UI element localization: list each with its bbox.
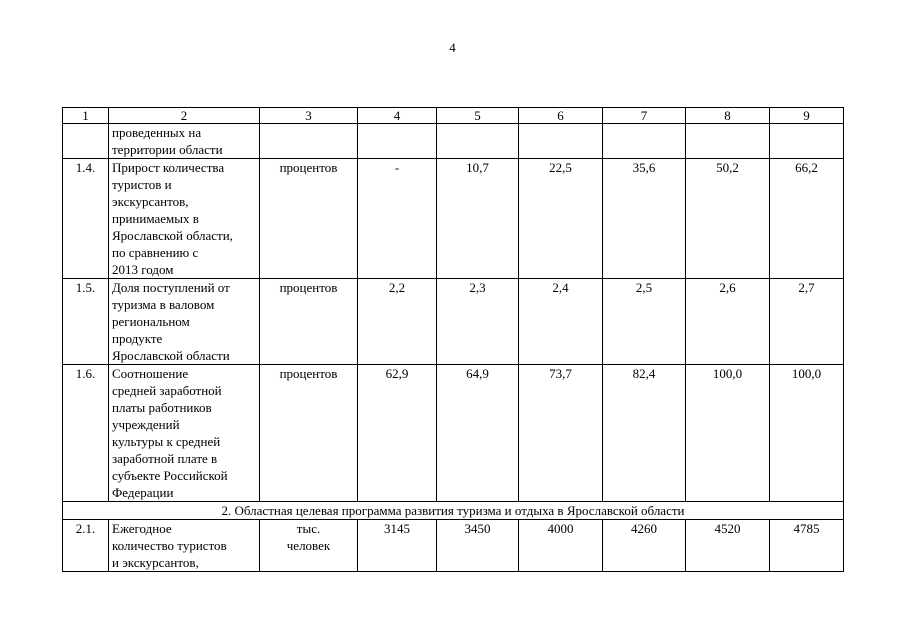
indicator-name-line: продукте bbox=[112, 331, 163, 346]
row-number: 1.6. bbox=[63, 365, 109, 502]
unit-cell: процентов bbox=[260, 159, 358, 279]
header-cell: 8 bbox=[686, 108, 770, 124]
indicator-name-line: туристов и bbox=[112, 177, 172, 192]
indicator-name-line: Ежегодное bbox=[112, 521, 172, 536]
page-number: 4 bbox=[449, 40, 456, 55]
indicator-name-line: региональном bbox=[112, 314, 190, 329]
section-row bbox=[63, 502, 844, 520]
value-cell bbox=[358, 124, 437, 159]
unit-cell: процентов bbox=[260, 365, 358, 502]
value-cell bbox=[770, 124, 844, 159]
value-cell: 35,6 bbox=[603, 159, 686, 279]
indicator-name-line: и экскурсантов, bbox=[112, 555, 199, 570]
indicator-name-line: заработной плате в bbox=[112, 451, 218, 466]
value-cell: 50,2 bbox=[686, 159, 770, 279]
indicator-name bbox=[109, 520, 260, 572]
value-cell: 22,5 bbox=[519, 159, 603, 279]
value-cell: 2,4 bbox=[519, 279, 603, 365]
value-cell bbox=[603, 124, 686, 159]
indicator-name bbox=[109, 124, 260, 159]
value-cell: 3450 bbox=[437, 520, 519, 572]
header-cell: 7 bbox=[603, 108, 686, 124]
indicator-name-line: Соотношение bbox=[112, 366, 189, 381]
value-cell: 2,3 bbox=[437, 279, 519, 365]
row-number: 2.1. bbox=[63, 520, 109, 572]
indicators-table bbox=[62, 107, 844, 572]
header-cell: 6 bbox=[519, 108, 603, 124]
indicator-name-line: территории области bbox=[112, 142, 223, 157]
indicator-name-line: количество туристов bbox=[112, 538, 227, 553]
value-cell: 73,7 bbox=[519, 365, 603, 502]
indicator-name-line: Федерации bbox=[112, 485, 174, 500]
indicator-name-line: учреждений bbox=[112, 417, 180, 432]
indicator-name bbox=[109, 279, 260, 365]
header-cell: 1 bbox=[63, 108, 109, 124]
value-cell: 4000 bbox=[519, 520, 603, 572]
value-cell: 64,9 bbox=[437, 365, 519, 502]
indicator-name-line: субъекте Российской bbox=[112, 468, 228, 483]
header-cell: 2 bbox=[109, 108, 260, 124]
value-cell: 100,0 bbox=[686, 365, 770, 502]
header-cell: 3 bbox=[260, 108, 358, 124]
value-cell bbox=[686, 124, 770, 159]
value-cell: 62,9 bbox=[358, 365, 437, 502]
value-cell: 66,2 bbox=[770, 159, 844, 279]
unit-cell bbox=[260, 124, 358, 159]
indicator-name-line: Доля поступлений от bbox=[112, 280, 230, 295]
indicator-name-line: 2013 годом bbox=[112, 262, 174, 277]
value-cell: 2,6 bbox=[686, 279, 770, 365]
indicator-name bbox=[109, 159, 260, 279]
value-cell: 100,0 bbox=[770, 365, 844, 502]
row-number: 1.4. bbox=[63, 159, 109, 279]
row-number bbox=[63, 124, 109, 159]
table-row bbox=[63, 124, 844, 159]
indicator-name-line: Ярославской области, bbox=[112, 228, 233, 243]
indicator-name-line: по сравнению с bbox=[112, 245, 199, 260]
indicator-name bbox=[109, 365, 260, 502]
section-title: 2. Областная целевая программа развития туризма и отдыха в Ярославской области bbox=[63, 502, 844, 520]
indicator-name-line: экскурсантов, bbox=[112, 194, 189, 209]
indicator-name-line: туризма в валовом bbox=[112, 297, 215, 312]
header-cell: 5 bbox=[437, 108, 519, 124]
value-cell bbox=[437, 124, 519, 159]
row-number: 1.5. bbox=[63, 279, 109, 365]
value-cell: - bbox=[358, 159, 437, 279]
header-cell: 9 bbox=[770, 108, 844, 124]
value-cell: 4785 bbox=[770, 520, 844, 572]
unit-line: тыс. bbox=[296, 521, 321, 536]
unit-cell bbox=[260, 520, 358, 572]
value-cell: 2,5 bbox=[603, 279, 686, 365]
unit-cell: процентов bbox=[260, 279, 358, 365]
table-row bbox=[63, 520, 844, 572]
indicator-name-line: проведенных на bbox=[112, 125, 202, 140]
indicator-name-line: средней заработной bbox=[112, 383, 222, 398]
indicator-name-line: Прирост количества bbox=[112, 160, 225, 175]
indicator-name-line: Ярославской области bbox=[112, 348, 230, 363]
value-cell: 82,4 bbox=[603, 365, 686, 502]
value-cell bbox=[519, 124, 603, 159]
table-row bbox=[63, 159, 844, 279]
value-cell: 4520 bbox=[686, 520, 770, 572]
value-cell: 2,2 bbox=[358, 279, 437, 365]
table-row bbox=[63, 279, 844, 365]
indicator-name-line: платы работников bbox=[112, 400, 212, 415]
unit-line: человек bbox=[286, 538, 331, 553]
indicator-name-line: принимаемых в bbox=[112, 211, 199, 226]
header-cell: 4 bbox=[358, 108, 437, 124]
value-cell: 3145 bbox=[358, 520, 437, 572]
table-header-row bbox=[63, 108, 844, 124]
value-cell: 10,7 bbox=[437, 159, 519, 279]
table-row bbox=[63, 365, 844, 502]
value-cell: 2,7 bbox=[770, 279, 844, 365]
value-cell: 4260 bbox=[603, 520, 686, 572]
indicator-name-line: культуры к средней bbox=[112, 434, 221, 449]
